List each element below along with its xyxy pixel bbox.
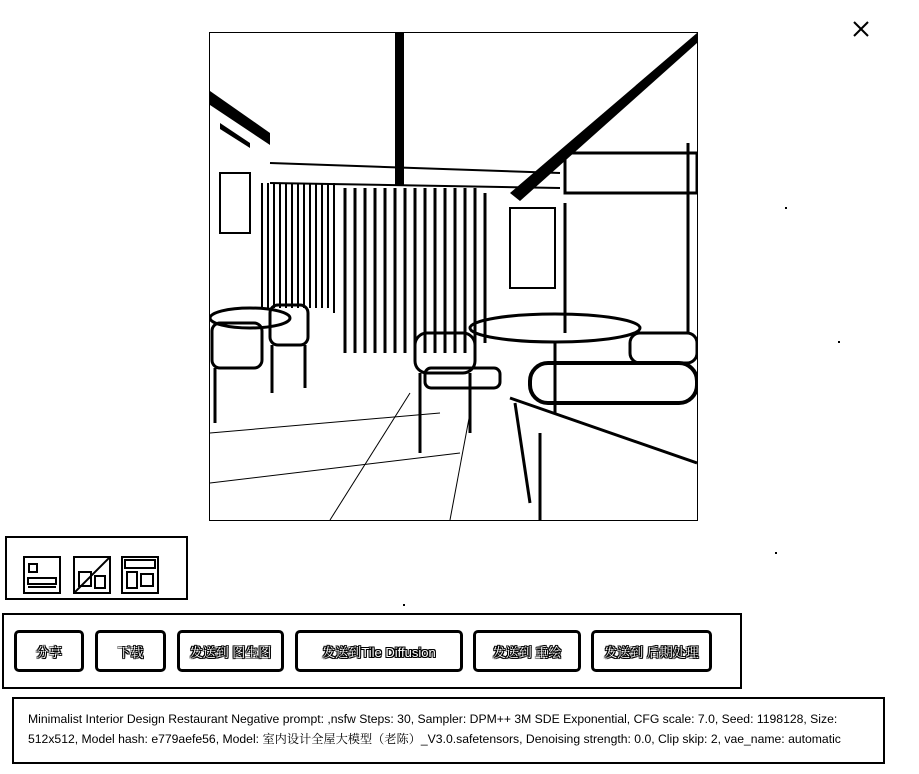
thumbnail-1[interactable] [23,556,61,594]
share-button-label: 分享 [35,644,62,660]
noise-speck [785,207,787,209]
generated-image[interactable] [209,32,698,521]
send-to-tile-diffusion-label: 发送到Tile Diffusion [322,644,436,660]
send-to-img2img-button[interactable] [177,630,284,672]
thumbnail-image-icon [25,558,59,592]
thumbnail-image-icon [75,558,109,592]
send-to-inpaint-button[interactable] [473,630,581,672]
close-button[interactable] [848,16,874,42]
send-to-img2img-label: 发送到 图生图 [189,644,272,660]
restaurant-interior-image [210,33,697,520]
thumbnail-image-icon [123,558,157,592]
send-to-inpaint-label: 发送到 重绘 [492,644,562,660]
close-icon [848,16,874,42]
download-button-label: 下载 [117,644,144,660]
send-to-postprocess-label: 发送到 后期处理 [604,644,699,660]
thumbnail-gallery [5,536,188,600]
thumbnail-3[interactable] [121,556,159,594]
send-to-postprocess-button[interactable] [591,630,712,672]
noise-speck [403,604,405,606]
share-button[interactable] [14,630,84,672]
send-to-tile-diffusion-button[interactable] [295,630,463,672]
generation-info-text: Minimalist Interior Design Restaurant Negative prompt: ,nsfw Steps: 30, Sampler: DPM++ 3M SDE Exponential, CFG scale: 7.0, Seed: 1198128, Size: 512x512, Model hash: e779aefe56, Model: 室内设计全屋大模型（老陈）_V3.0.safetensors, Denoising strength: 0.0, Clip skip: 2, vae_name: automatic [28,712,841,746]
action-button-bar [2,613,742,689]
noise-speck [838,341,840,343]
thumbnail-2[interactable] [73,556,111,594]
download-button[interactable] [95,630,166,672]
noise-speck [775,552,777,554]
generation-info-panel [12,697,885,764]
